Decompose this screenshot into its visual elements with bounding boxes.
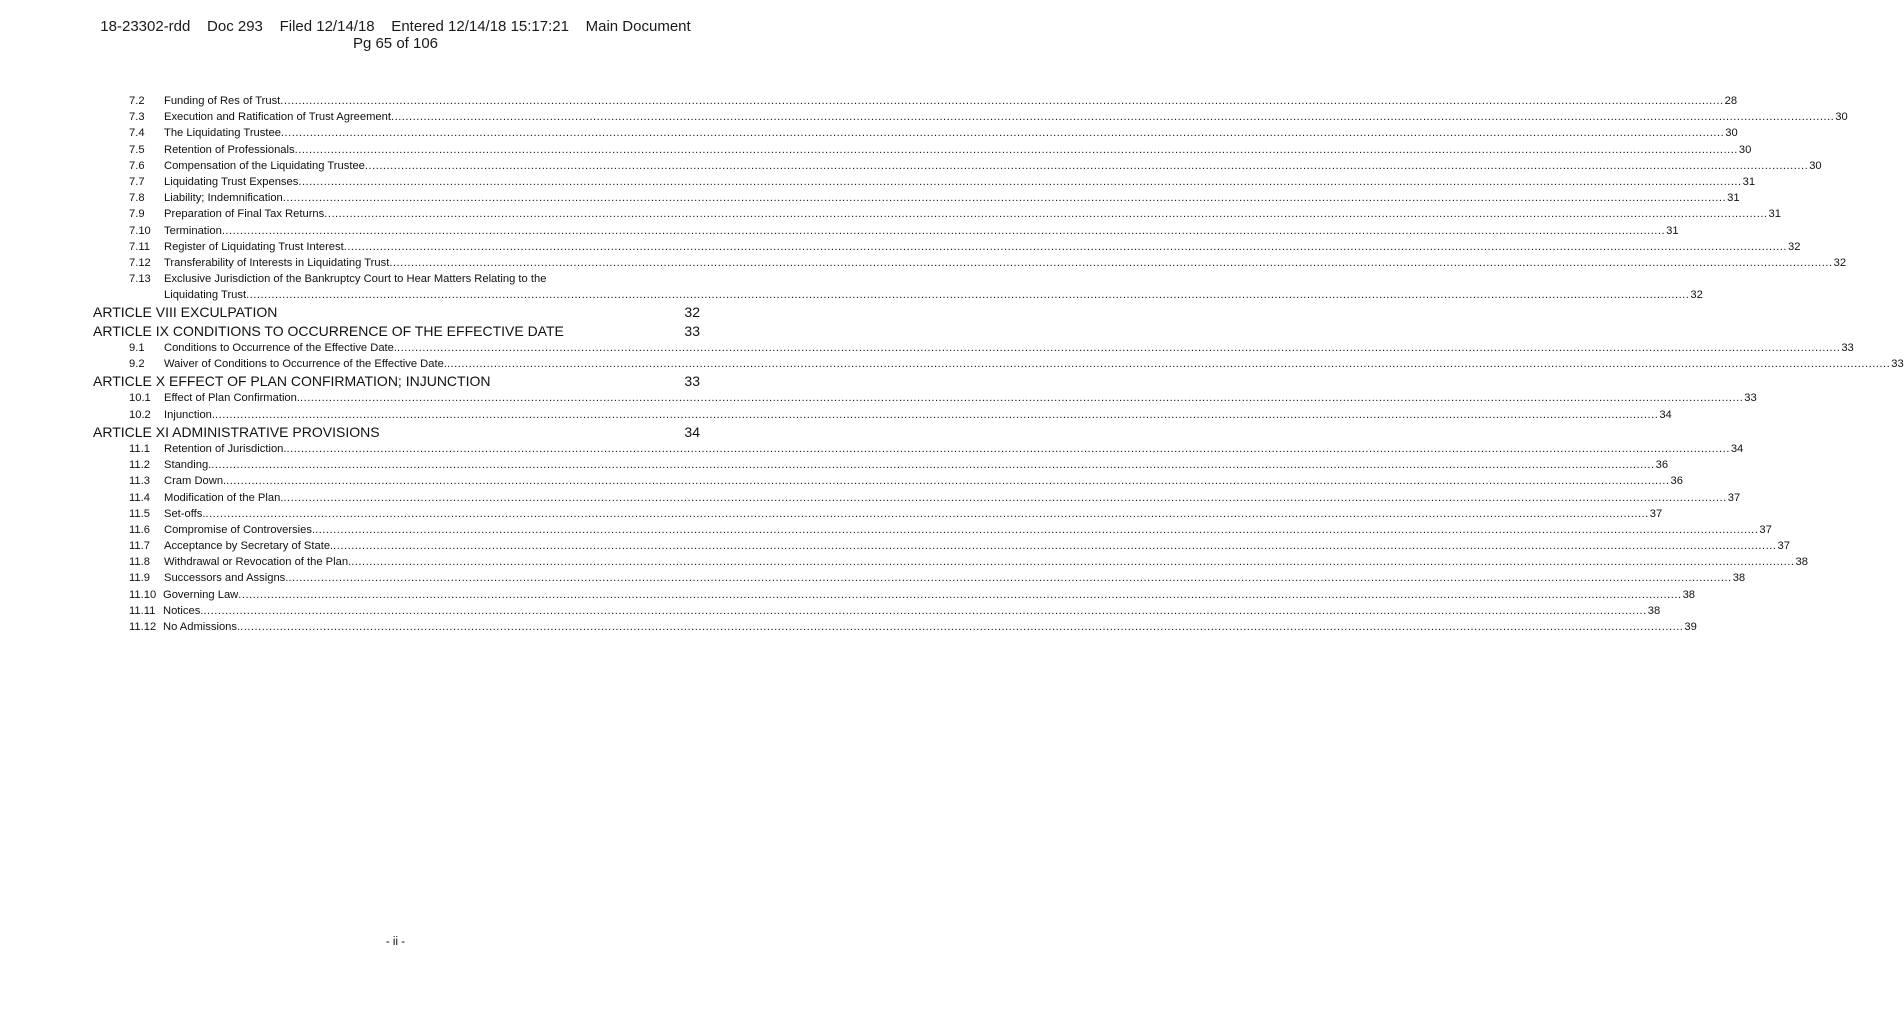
- toc-entry-page: 30: [1738, 143, 1752, 156]
- toc-dot-leader: ................................................................................................................................................................................................................................................................................................................................................................................................................: [226, 475, 1670, 488]
- toc-entry[interactable]: [93, 407, 1672, 423]
- toc-entry-title: Transferability of Interests in Liquidating Trust: [164, 256, 390, 269]
- toc-entry-page: 28: [1724, 95, 1738, 107]
- toc-entry-number: 11.7: [129, 540, 150, 553]
- toc-dot-leader: ................................................................................................................................................................................................................................................................................................................................................................................................................: [246, 289, 1690, 302]
- toc-entry-title-line: [164, 506, 1663, 522]
- toc-dot-leader: ................................................................................................................................................................................................................................................................................................................................................................................................................: [298, 175, 1742, 188]
- toc-dot-leader: ................................................................................................................................................................................................................................................................................................................................................................................................................: [343, 240, 1788, 253]
- toc-entry[interactable]: [93, 109, 1848, 125]
- toc-entry[interactable]: [93, 570, 1746, 586]
- toc-entry-title: Liquidating Trust Expenses: [164, 175, 299, 188]
- toc-entry-title: Injunction.: [164, 408, 215, 421]
- toc-entry-page: 38: [1682, 588, 1696, 601]
- toc-entry-title-line: [164, 441, 1744, 457]
- toc-entry-title-line: [163, 603, 1661, 619]
- toc-entry-number: 10.1: [129, 392, 151, 405]
- toc-entry-title: Preparation of Final Tax Returns: [164, 208, 325, 221]
- toc-entry-title-line: [164, 206, 1781, 222]
- toc-entry[interactable]: [93, 390, 1757, 406]
- toc-entry-page: 31: [1727, 192, 1740, 205]
- toc-entry-number: 7.8: [129, 192, 145, 205]
- toc-entry-title-line: [164, 457, 1669, 473]
- toc-entry-title-line: [164, 356, 1904, 372]
- toc-entry-page: 36: [1655, 459, 1669, 472]
- toc-entry-number: 11.3: [129, 475, 150, 488]
- toc-entry-number: 7.7: [129, 175, 145, 188]
- toc-entry[interactable]: [93, 223, 1679, 239]
- toc-entry-number: 11.1: [129, 442, 150, 455]
- toc-entry[interactable]: [93, 271, 700, 287]
- toc-entry-title: Conditions to Occurrence of the Effective Date.: [164, 341, 397, 354]
- toc-entry-title-line: [164, 174, 1756, 190]
- toc-article-page: 32: [684, 304, 700, 321]
- toc-entry-title: The Liquidating Trustee: [164, 127, 281, 140]
- toc-entry-page: 31: [1742, 175, 1756, 188]
- toc-entry-title: No Admissions.: [163, 621, 241, 633]
- filing-header-line1: 18-23302-rdd Doc 293 Filed 12/14/18 Entered 12/14/18 15:17:21 Main Document: [100, 18, 691, 35]
- filing-header-line2: Pg 65 of 106: [352, 35, 439, 52]
- toc-entry-number: 7.9: [129, 208, 145, 221]
- toc-entry-number: 7.10: [129, 224, 151, 237]
- toc-entry-number: 11.5: [129, 507, 150, 520]
- toc-entry-title: Effect of Plan Confirmation.: [164, 392, 300, 405]
- toc-entry[interactable]: [93, 356, 1904, 372]
- toc-entry-page: 37: [1649, 507, 1663, 520]
- toc-dot-leader: ................................................................................................................................................................................................................................................................................................................................................................................................................: [211, 459, 1655, 472]
- toc-entry-title: Exclusive Jurisdiction of the Bankruptcy Court to Hear Matters Relating to the: [164, 273, 547, 286]
- toc-entry-number: 11.4: [129, 491, 150, 504]
- toc-article-heading[interactable]: [93, 372, 700, 390]
- toc-dot-leader: ................................................................................................................................................................................................................................................................................................................................................................................................................: [286, 442, 1730, 455]
- toc-entry-title-line: [164, 239, 1801, 255]
- toc-dot-leader: ................................................................................................................................................................................................................................................................................................................................................................................................................: [299, 392, 1744, 405]
- toc-entry-page: 31: [1768, 208, 1781, 221]
- toc-dot-leader: ................................................................................................................................................................................................................................................................................................................................................................................................................: [282, 192, 1727, 205]
- toc-entry[interactable]: [93, 473, 1683, 489]
- filing-header: [0, 18, 791, 52]
- toc-entry-number: 11.9: [129, 572, 150, 585]
- toc-entry-number: 9.2: [129, 358, 145, 370]
- toc-dot-leader: ................................................................................................................................................................................................................................................................................................................................................................................................................: [280, 95, 1724, 107]
- toc-entry[interactable]: [93, 287, 1703, 303]
- toc-entry-title: Register of Liquidating Trust Interest: [164, 240, 344, 253]
- toc-entry[interactable]: [93, 125, 1738, 141]
- toc-entry-page: 38: [1732, 572, 1746, 585]
- toc-entry-title: Standing.: [164, 459, 212, 472]
- toc-entry-page: 36: [1670, 475, 1683, 488]
- toc-entry-title: Compromise of Controversies.: [164, 523, 316, 536]
- toc-entry[interactable]: [93, 142, 1752, 158]
- toc-entry-title: Liability; Indemnification: [164, 192, 283, 205]
- toc-entry-title-line: [164, 538, 1790, 554]
- toc-entry[interactable]: [93, 158, 1822, 174]
- toc-entry-title-line: [164, 522, 1772, 538]
- toc-entry-title-line: [164, 109, 1848, 125]
- toc-dot-leader: ................................................................................................................................................................................................................................................................................................................................................................................................................: [397, 341, 1841, 354]
- toc-entry-page: 37: [1777, 540, 1790, 553]
- toc-entry-title: Acceptance by Secretary of State.: [164, 540, 334, 553]
- toc-entry-title: Cram Down.: [164, 475, 227, 488]
- toc-entry-page: 34: [1730, 442, 1744, 455]
- toc-entry-number: 7.4: [129, 127, 145, 140]
- toc-article-title: ARTICLE IX CONDITIONS TO OCCURRENCE OF THE EFFECTIVE DATE: [93, 322, 564, 339]
- toc-entry-number: 11.8: [129, 556, 150, 569]
- toc-entry[interactable]: [93, 174, 1756, 190]
- toc-dot-leader: ................................................................................................................................................................................................................................................................................................................................................................................................................: [280, 127, 1725, 140]
- toc-dot-leader: ................................................................................................................................................................................................................................................................................................................................................................................................................: [333, 540, 1777, 553]
- toc-entry-title: Waiver of Conditions to Occurrence of the Effective Date.: [164, 358, 447, 370]
- toc-dot-leader: ................................................................................................................................................................................................................................................................................................................................................................................................................: [294, 143, 1738, 156]
- toc-entry[interactable]: [93, 239, 1801, 255]
- toc-entry-page: 38: [1647, 604, 1661, 617]
- toc-entry[interactable]: [93, 340, 1854, 356]
- toc-entry-page: 30: [1809, 159, 1822, 172]
- toc-entry[interactable]: [93, 93, 1738, 109]
- toc-entry-title: Retention of Jurisdiction.: [164, 442, 287, 455]
- toc-dot-leader: ................................................................................................................................................................................................................................................................................................................................................................................................................: [238, 588, 1682, 601]
- toc-dot-leader: ................................................................................................................................................................................................................................................................................................................................................................................................................: [215, 408, 1659, 421]
- toc-dot-leader: ................................................................................................................................................................................................................................................................................................................................................................................................................: [315, 523, 1759, 536]
- toc-article-title: ARTICLE X EFFECT OF PLAN CONFIRMATION; INJUNCTION: [93, 373, 491, 390]
- toc-entry-number: 11.6: [129, 523, 150, 536]
- toc-entry-page: 32: [1788, 240, 1801, 253]
- toc-entry-number: 7.12: [129, 256, 151, 269]
- toc-article-heading[interactable]: [93, 423, 700, 441]
- toc-dot-leader: ................................................................................................................................................................................................................................................................................................................................................................................................................: [446, 358, 1891, 370]
- toc-dot-leader: ................................................................................................................................................................................................................................................................................................................................................................................................................: [389, 256, 1833, 269]
- toc-entry-page: 30: [1835, 111, 1848, 124]
- table-of-contents: [93, 93, 1904, 635]
- toc-entry-title: Execution and Ratification of Trust Agreement: [164, 111, 391, 124]
- toc-article-page: 33: [684, 322, 700, 339]
- toc-entry-page: 33: [1891, 358, 1904, 370]
- toc-entry-title-line: [164, 407, 1672, 423]
- toc-entry-title-line: [164, 287, 1703, 303]
- toc-entry-page: 33: [1841, 341, 1854, 354]
- toc-entry-number: 7.11: [129, 240, 150, 253]
- toc-entry-number: 10.2: [129, 408, 151, 421]
- toc-entry-title: Funding of Res of Trust: [164, 95, 281, 107]
- toc-dot-leader: ................................................................................................................................................................................................................................................................................................................................................................................................................: [203, 604, 1647, 617]
- toc-entry-number: 7.3: [129, 111, 145, 124]
- toc-dot-leader: ................................................................................................................................................................................................................................................................................................................................................................................................................: [221, 224, 1666, 237]
- toc-entry-title: Modification of the Plan.: [164, 491, 284, 504]
- toc-entry-title-line: [164, 223, 1679, 239]
- toc-dot-leader: ................................................................................................................................................................................................................................................................................................................................................................................................................: [324, 208, 1768, 221]
- toc-entry[interactable]: [93, 441, 1744, 457]
- toc-entry-page: 38: [1795, 556, 1808, 569]
- toc-entry-title-line: [164, 125, 1738, 141]
- toc-article-heading[interactable]: [93, 322, 700, 340]
- toc-entry[interactable]: [93, 206, 1781, 222]
- toc-entry[interactable]: [93, 587, 1696, 603]
- toc-dot-leader: ................................................................................................................................................................................................................................................................................................................................................................................................................: [390, 111, 1835, 124]
- toc-dot-leader: ................................................................................................................................................................................................................................................................................................................................................................................................................: [288, 572, 1732, 585]
- toc-entry-title: Retention of Professionals: [164, 143, 295, 156]
- toc-entry-title-line: [164, 473, 1683, 489]
- toc-entry-title-line: [164, 142, 1752, 158]
- toc-dot-leader: ................................................................................................................................................................................................................................................................................................................................................................................................................: [283, 491, 1727, 504]
- toc-entry-number: 7.5: [129, 143, 145, 156]
- toc-entry[interactable]: [93, 190, 1740, 206]
- toc-entry-title-line: [164, 390, 1757, 406]
- toc-entry-title-line: [164, 271, 700, 287]
- toc-article-heading[interactable]: [93, 303, 700, 321]
- toc-entry-number: 11.12: [129, 621, 157, 633]
- toc-entry-title: Governing Law: [163, 588, 239, 601]
- toc-entry[interactable]: [93, 538, 1790, 554]
- toc-entry[interactable]: [93, 506, 1663, 522]
- toc-entry-title: Withdrawal or Revocation of the Plan.: [164, 556, 352, 569]
- toc-entry-page: 30: [1725, 127, 1738, 140]
- toc-entry-title-line: [164, 490, 1741, 506]
- toc-entry-number: 7.13: [129, 273, 151, 286]
- toc-entry-number: 11.11: [129, 604, 156, 617]
- toc-article-page: 33: [684, 373, 700, 390]
- toc-entry-page: 37: [1759, 523, 1772, 536]
- toc-article-title: ARTICLE VIII EXCULPATION: [93, 304, 278, 321]
- toc-entry-title: Successors and Assigns.: [164, 572, 289, 585]
- toc-entry-title: Compensation of the Liquidating Trustee: [164, 159, 365, 172]
- toc-entry-title: Liquidating Trust: [164, 289, 247, 302]
- toc-dot-leader: ................................................................................................................................................................................................................................................................................................................................................................................................................: [205, 507, 1649, 520]
- toc-entry-title-line: [164, 158, 1822, 174]
- toc-entry-title-line: [164, 554, 1808, 570]
- toc-entry-title-line: [164, 93, 1738, 109]
- toc-entry-title-line: [163, 587, 1696, 603]
- toc-entry-page: 33: [1744, 392, 1757, 405]
- toc-entry-page: 32: [1690, 289, 1703, 302]
- toc-dot-leader: ................................................................................................................................................................................................................................................................................................................................................................................................................: [351, 556, 1795, 569]
- toc-entry-page: 39: [1684, 621, 1697, 633]
- toc-entry[interactable]: [93, 619, 1697, 635]
- toc-entry-page: 37: [1727, 491, 1741, 504]
- toc-dot-leader: ................................................................................................................................................................................................................................................................................................................................................................................................................: [240, 621, 1684, 633]
- toc-entry-title-line: [164, 255, 1847, 271]
- toc-entry-title: Notices.: [163, 604, 204, 617]
- toc-entry-page: 31: [1666, 224, 1679, 237]
- toc-entry[interactable]: [93, 522, 1772, 538]
- toc-entry-number: 9.1: [129, 341, 145, 354]
- toc-entry-title-line: [163, 619, 1697, 635]
- toc-entry-title: Set-offs.: [164, 507, 206, 520]
- toc-entry-number: 7.6: [129, 159, 145, 172]
- toc-entry-title-line: [164, 570, 1746, 586]
- toc-article-page: 34: [684, 423, 700, 440]
- toc-entry-page: 32: [1833, 256, 1847, 269]
- toc-entry-number: 11.2: [129, 459, 150, 472]
- toc-entry-number: 11.10: [129, 588, 157, 601]
- toc-entry[interactable]: [93, 554, 1808, 570]
- toc-entry[interactable]: [93, 490, 1741, 506]
- toc-article-title: ARTICLE XI ADMINISTRATIVE PROVISIONS: [93, 423, 380, 440]
- toc-entry[interactable]: [93, 255, 1847, 271]
- toc-entry[interactable]: [93, 457, 1669, 473]
- toc-entry[interactable]: [93, 603, 1661, 619]
- toc-entry-number: 7.2: [129, 95, 145, 107]
- toc-entry-page: 34: [1659, 408, 1672, 421]
- toc-dot-leader: ................................................................................................................................................................................................................................................................................................................................................................................................................: [364, 159, 1809, 172]
- toc-entry-title-line: [164, 190, 1740, 206]
- page-number-footer: - ii -: [385, 936, 406, 948]
- toc-entry-title-line: [164, 340, 1854, 356]
- toc-entry-title: Termination: [164, 224, 222, 237]
